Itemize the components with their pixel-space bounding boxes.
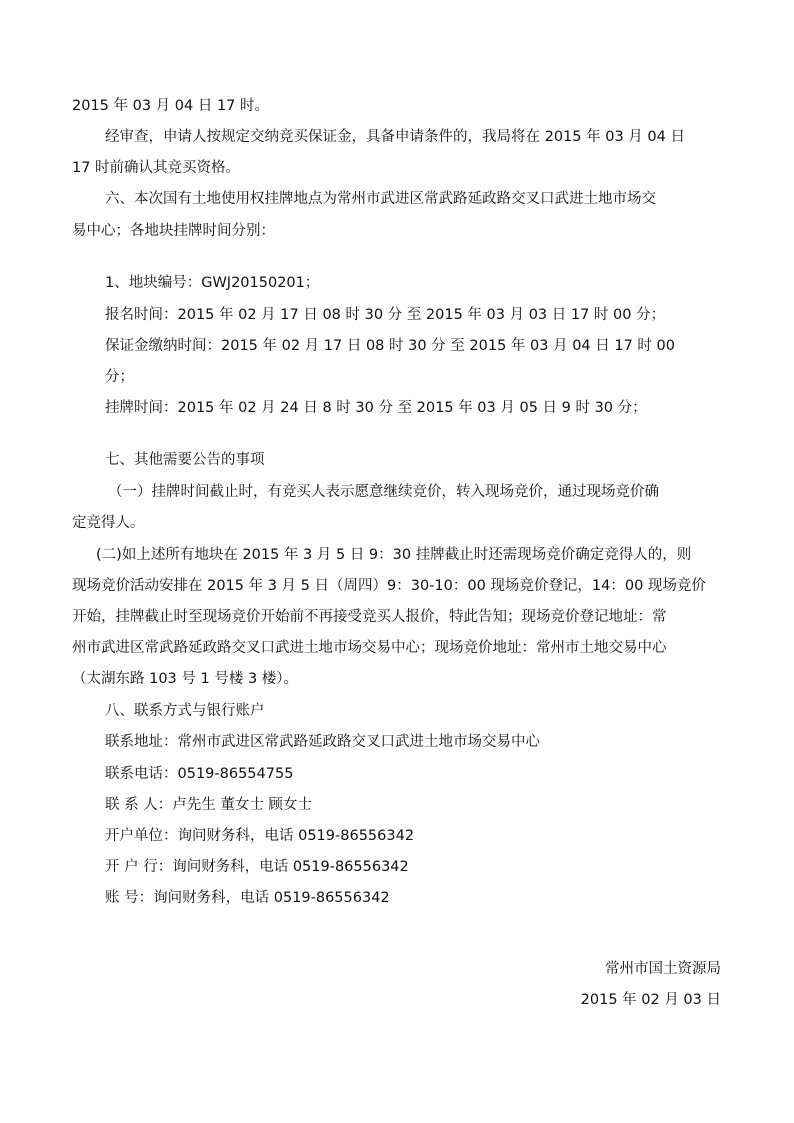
section-7-item-2-line-2: 现场竞价活动安排在 2015 年 3 月 5 日（周四）9：30-10：00 现场竞价登记，14：00 现场竞价 [72, 578, 706, 594]
section-7-item-2-line-1: (二)如上述所有地块在 2015 年 3 月 5 日 9：30 挂牌截止时还需现场竞价确定竞得人的，则 [96, 547, 692, 563]
listing-time: 挂牌时间：2015 年 02 月 24 日 8 时 30 分 至 2015 年 03 月 05 日 9 时 30 分； [105, 400, 647, 416]
section-7-title: 七、其他需要公告的事项 [105, 452, 265, 468]
contact-phone: 联系电话：0519-86554755 [105, 766, 294, 782]
account-number: 账 号：询问财务科，电话 0519-86556342 [105, 890, 390, 906]
account-bank: 开 户 行：询问财务科，电话 0519-86556342 [105, 859, 409, 875]
signup-time: 报名时间：2015 年 02 月 17 日 08 时 30 分 至 2015 年 03 月 03 日 17 时 00 分； [105, 307, 666, 323]
section-7-item-2-line-3: 开始，挂牌截止时至现场竞价开始前不再接受竞买人报价，特此告知；现场竞价登记地址：常 [72, 609, 667, 625]
section-7-item-1-line-2: 定竞得人。 [72, 515, 145, 531]
issue-date: 2015 年 02 月 03 日 [580, 992, 721, 1008]
account-unit: 开户单位：询问财务科，电话 0519-86556342 [105, 828, 415, 844]
plot-number: 1、地块编号：GWJ20150201； [105, 275, 320, 291]
section-7-item-2-line-4: 州市武进区常武路延政路交叉口武进土地市场交易中心；现场竞价地址：常州市土地交易中心 [72, 640, 667, 656]
section-7-item-2-line-5: （太湖东路 103 号 1 号楼 3 楼）。 [72, 671, 299, 687]
section-8-title: 八、联系方式与银行账户 [105, 703, 265, 719]
section-7-item-1-line-1: （一）挂牌时间截止时，有竞买人表示愿意继续竞价，转入现场竞价，通过现场竞价确 [108, 484, 659, 500]
contact-address: 联系地址：常州市武进区常武路延政路交叉口武进土地市场交易中心 [105, 734, 540, 750]
contact-person: 联 系 人：卢先生 董女士 顾女士 [105, 797, 312, 813]
deposit-time-line-1: 保证金缴纳时间：2015 年 02 月 17 日 08 时 30 分 至 2015 年 03 月 04 日 17 时 00 [105, 338, 675, 354]
review-paragraph-line-1: 经审查，申请人按规定交纳竞买保证金，具备申请条件的，我局将在 2015 年 03 月 04 日 [105, 129, 685, 145]
deadline-line: 2015 年 03 月 04 日 17 时。 [72, 98, 270, 114]
deposit-time-line-2: 分； [105, 369, 134, 385]
section-6-line-2: 易中心；各地块挂牌时间分别： [72, 223, 275, 239]
section-6-line-1: 六、本次国有土地使用权挂牌地点为常州市武进区常武路延政路交叉口武进土地市场交 [105, 191, 656, 207]
issuer-signature: 常州市国土资源局 [605, 961, 721, 977]
review-paragraph-line-2: 17 时前确认其竞买资格。 [72, 160, 241, 176]
